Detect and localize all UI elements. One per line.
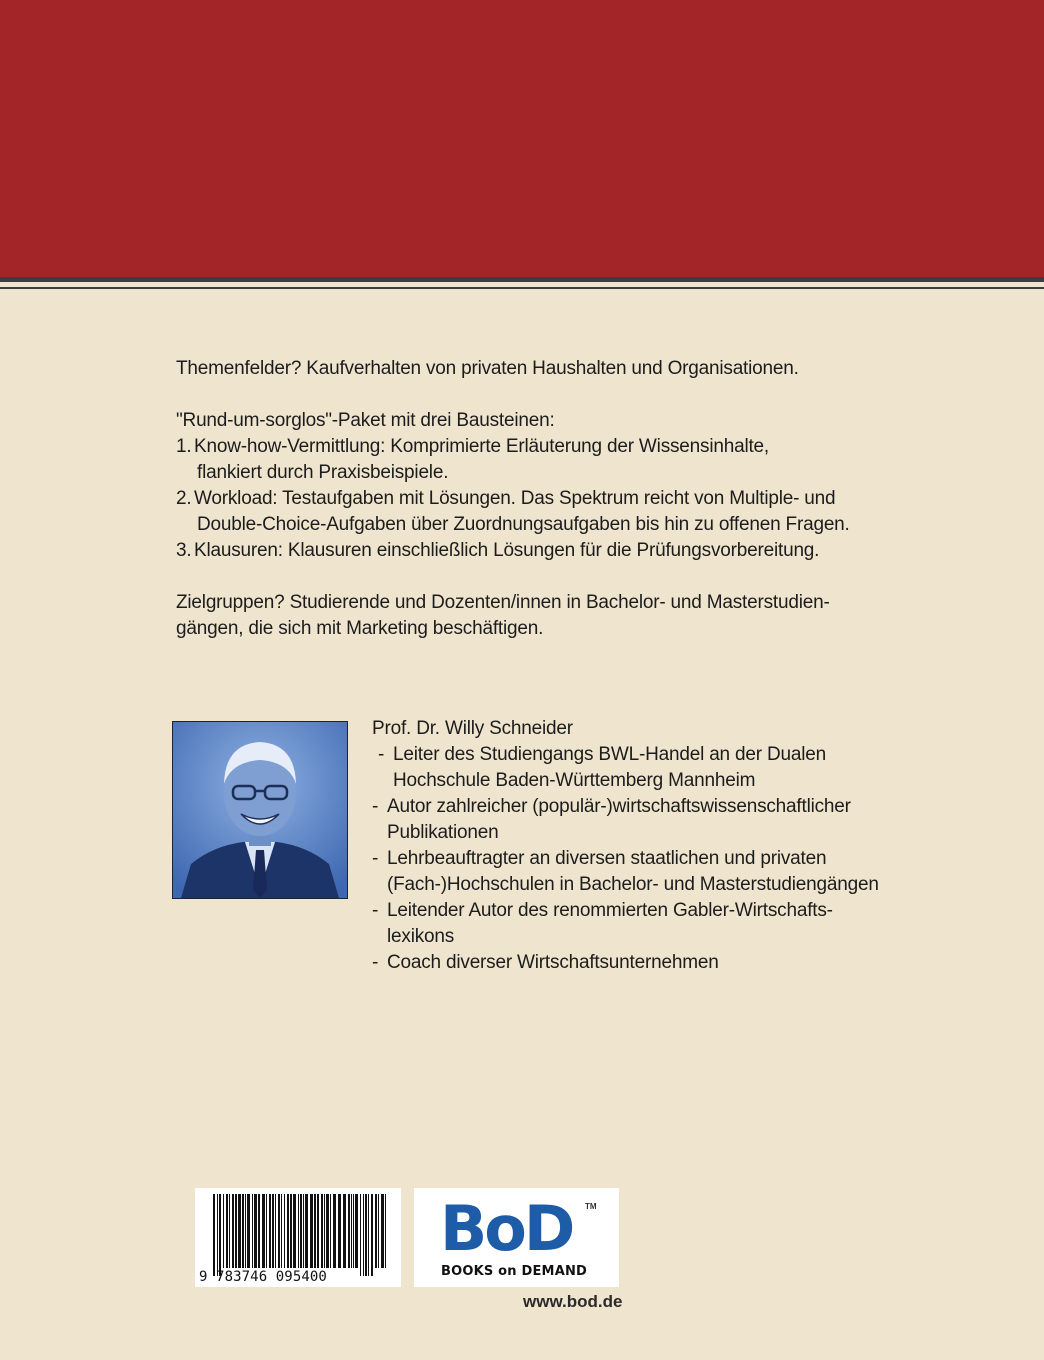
author-portrait-image xyxy=(173,722,347,898)
barcode-bar xyxy=(330,1194,331,1268)
barcode-bar xyxy=(351,1194,352,1268)
publisher-logo xyxy=(414,1188,619,1287)
barcode-bar xyxy=(353,1194,354,1268)
barcode-bar xyxy=(269,1194,271,1268)
barcode-bar xyxy=(258,1194,260,1268)
audience-line: gängen, die sich mit Marketing beschäftigen. xyxy=(176,618,544,639)
barcode-bar xyxy=(303,1194,304,1268)
isbn-barcode xyxy=(195,1188,401,1287)
bio-text: (Fach-)Hochschulen in Bachelor- und Masterstudiengängen xyxy=(387,874,879,895)
barcode-bar xyxy=(368,1194,369,1276)
trademark-mark: TM xyxy=(585,1202,597,1211)
list-item xyxy=(372,898,932,950)
bio-text: Coach diverser Wirtschaftsunternehmen xyxy=(387,952,719,973)
list-number: 1. xyxy=(176,436,192,457)
barcode-bar xyxy=(281,1194,282,1268)
author-photo xyxy=(172,721,348,899)
barcode-bar xyxy=(321,1194,323,1268)
bio-text: Hochschule Baden-Württemberg Mannheim xyxy=(393,770,756,791)
barcode-bar xyxy=(310,1194,313,1268)
author-bio xyxy=(372,716,932,976)
barcode-bar xyxy=(333,1194,336,1268)
list-text: Double-Choice-Aufgaben über Zuordnungsaufgaben bis hin zu offenen Fragen. xyxy=(197,514,850,535)
list-item xyxy=(176,538,876,564)
bullet-dash: - xyxy=(372,796,379,817)
bio-text: lexikons xyxy=(387,926,455,947)
barcode-bar xyxy=(365,1194,367,1276)
bullet-dash: - xyxy=(372,952,379,973)
barcode-bar xyxy=(324,1194,325,1268)
divider-thick xyxy=(0,277,1044,282)
barcode-bar xyxy=(360,1194,361,1276)
divider-thin xyxy=(0,287,1044,289)
barcode-bar xyxy=(293,1194,296,1268)
barcode-bar xyxy=(385,1194,386,1268)
barcode-bar xyxy=(219,1194,221,1276)
isbn-digits: 9 783746 095400 xyxy=(199,1269,327,1285)
list-item xyxy=(176,434,876,486)
top-color-band xyxy=(0,0,1044,277)
barcode-bar xyxy=(245,1194,246,1268)
package-intro: "Rund-um-sorglos"-Paket mit drei Bausteinen: xyxy=(176,410,555,431)
barcode-bar xyxy=(247,1194,250,1268)
bio-text: Leiter des Studiengangs BWL-Handel an der Dualen xyxy=(393,744,826,765)
barcode-bar xyxy=(223,1194,224,1268)
barcode-bar xyxy=(232,1194,234,1268)
list-item xyxy=(176,486,876,538)
barcode-bar xyxy=(287,1194,289,1268)
barcode-bar xyxy=(326,1194,329,1268)
barcode-bar xyxy=(252,1194,253,1268)
barcode-bar xyxy=(235,1194,237,1268)
barcode-bar xyxy=(317,1194,319,1268)
barcode-bar xyxy=(381,1194,384,1268)
bod-logo-text: BoD xyxy=(440,1192,573,1265)
barcode-bar xyxy=(272,1194,274,1268)
publisher-url: www.bod.de xyxy=(523,1292,623,1311)
barcode-bar xyxy=(378,1194,379,1268)
barcode-bar xyxy=(266,1194,267,1268)
list-text: Klausuren: Klausuren einschließlich Lösungen für die Prüfungsvorbereitung. xyxy=(194,540,820,561)
barcode-bar xyxy=(229,1194,230,1268)
barcode-bar xyxy=(275,1194,276,1268)
list-item xyxy=(372,742,932,794)
bullet-dash: - xyxy=(378,744,385,765)
barcode-bar xyxy=(226,1194,228,1268)
bio-text: Leitender Autor des renommierten Gabler-Wirtschafts- xyxy=(387,900,833,921)
barcode-bar xyxy=(300,1194,302,1268)
book-description xyxy=(176,356,876,642)
bullet-dash: - xyxy=(372,900,379,921)
list-item xyxy=(372,950,932,976)
list-number: 3. xyxy=(176,540,192,561)
barcode-bar xyxy=(348,1194,350,1268)
barcode-bar xyxy=(238,1194,241,1268)
barcode-bar xyxy=(290,1194,292,1268)
list-text: Workload: Testaufgaben mit Lösungen. Das Spektrum reicht von Multiple- und xyxy=(194,488,836,509)
barcode-bar xyxy=(355,1194,358,1268)
barcode-bar xyxy=(284,1194,285,1268)
barcode-bar xyxy=(213,1194,215,1276)
bullet-dash: - xyxy=(372,848,379,869)
topics-line: Themenfelder? Kaufverhalten von privaten Haushalten und Organisationen. xyxy=(176,358,799,379)
author-name: Prof. Dr. Willy Schneider xyxy=(372,718,573,739)
barcode-bar xyxy=(314,1194,316,1268)
barcode-bar xyxy=(242,1194,244,1268)
list-number: 2. xyxy=(176,488,192,509)
audience-line: Zielgruppen? Studierende und Dozenten/innen in Bachelor- und Masterstudien- xyxy=(176,592,830,613)
barcode-bar xyxy=(278,1194,280,1268)
barcode-bar xyxy=(217,1194,218,1276)
list-text: Know-how-Vermittlung: Komprimierte Erläuterung der Wissensinhalte, xyxy=(194,436,769,457)
bio-text: Publikationen xyxy=(387,822,499,843)
barcode-bar xyxy=(371,1194,373,1276)
barcode-bar xyxy=(262,1194,265,1268)
list-item xyxy=(372,794,932,846)
publisher-tagline: BOOKS on DEMAND xyxy=(441,1264,588,1279)
barcode-bar xyxy=(298,1194,299,1268)
bio-text: Autor zahlreicher (populär-)wirtschaftswissenschaftlicher xyxy=(387,796,851,817)
list-text: flankiert durch Praxisbeispiele. xyxy=(197,462,449,483)
barcode-bar xyxy=(375,1194,377,1268)
barcode-bar xyxy=(363,1194,364,1276)
list-item xyxy=(372,846,932,898)
barcode-bar xyxy=(305,1194,308,1268)
bio-text: Lehrbeauftragter an diversen staatlichen und privaten xyxy=(387,848,827,869)
barcode-bar xyxy=(254,1194,257,1268)
barcode-bar xyxy=(343,1194,346,1268)
barcode-bar xyxy=(338,1194,341,1268)
